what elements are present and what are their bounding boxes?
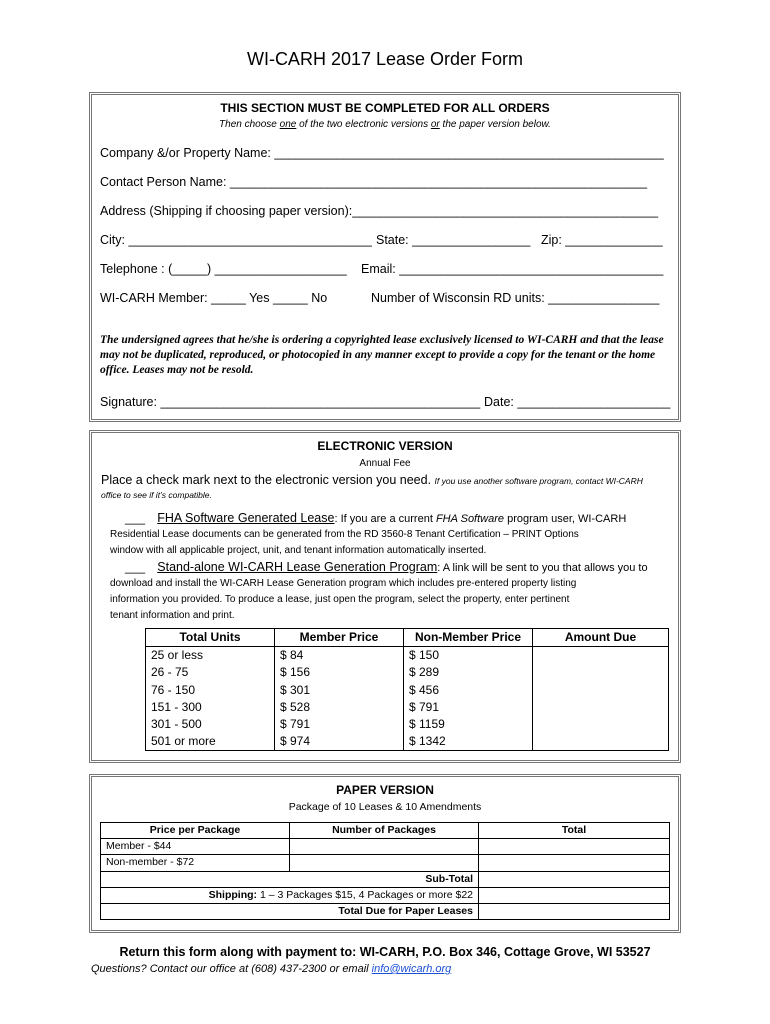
option-fha[interactable] xyxy=(125,511,626,525)
member-price-cell: $ 974 xyxy=(275,733,404,751)
fha-checkbox[interactable]: ___ xyxy=(125,511,146,525)
standalone-checkbox[interactable]: ___ xyxy=(125,560,146,574)
instruction-text: Place a check mark next to the electronic version you need. xyxy=(101,473,432,487)
standalone-line2: download and install the WI-CARH Lease Generation program which includes pre-entered property listing xyxy=(110,578,577,589)
signature-field[interactable]: Signature: ______________________________________________ xyxy=(100,395,481,409)
fha-title: FHA Software Generated Lease xyxy=(157,511,335,525)
non-member-price-cell: $ 1342 xyxy=(404,733,533,751)
fha-text-a: : If you are a current xyxy=(334,513,436,525)
shipping-input[interactable] xyxy=(479,887,670,903)
non-member-price-cell: $ 1159 xyxy=(404,716,533,733)
member-price-label: Member - $44 xyxy=(101,839,290,855)
header-total: Total xyxy=(479,823,670,839)
nonmember-packages-input[interactable] xyxy=(290,855,479,871)
units-cell: 151 - 300 xyxy=(146,699,275,716)
non-member-price-cell: $ 791 xyxy=(404,699,533,716)
units-cell: 501 or more xyxy=(146,733,275,751)
paper-header-row xyxy=(101,823,670,839)
paper-row-subtotal xyxy=(101,871,670,887)
shipping-label: Shipping: xyxy=(208,888,258,901)
rd-units-field[interactable]: Number of Wisconsin RD units: ________________ xyxy=(371,291,660,305)
subtotal-label: Sub-Total xyxy=(101,871,479,887)
address-field[interactable]: Address (Shipping if choosing paper version):____________________________________________ xyxy=(100,204,659,218)
contact-field[interactable]: Contact Person Name: ____________________________________________________________ xyxy=(100,175,648,189)
fha-text-italic: FHA Software xyxy=(435,513,505,525)
total-due-input[interactable] xyxy=(479,903,670,919)
shipping-label-cell xyxy=(101,887,479,903)
date-field[interactable]: Date: ______________________ xyxy=(484,395,671,409)
zip-field[interactable]: Zip: ______________ xyxy=(541,233,663,247)
note-text-a: If you use another software program, contact WI-CARH xyxy=(434,476,643,486)
fha-line2: Residential Lease documents can be generated from the RD 3560-8 Tenant Certification – PRINT Options xyxy=(110,529,579,540)
header-non-member-price: Non-Member Price xyxy=(404,629,533,647)
nonmember-price-label: Non-member - $72 xyxy=(101,855,290,871)
paper-order-table xyxy=(100,822,670,920)
amount-due-cell[interactable] xyxy=(533,647,669,751)
units-cell: 26 - 75 xyxy=(146,664,275,681)
option-standalone[interactable] xyxy=(125,560,648,574)
electronic-heading: ELECTRONIC VERSION xyxy=(317,439,453,453)
subtotal-input[interactable] xyxy=(479,871,670,887)
electronic-instruction xyxy=(101,473,643,487)
annual-fee-table xyxy=(145,628,669,751)
sub-text-one: one xyxy=(279,119,297,130)
fha-line3: window with all applicable project, unit, and tenant information automatically inserted. xyxy=(110,545,487,556)
paper-subheading: Package of 10 Leases & 10 Amendments xyxy=(288,801,482,813)
header-member-price: Member Price xyxy=(275,629,404,647)
member-price-cell: $ 791 xyxy=(275,716,404,733)
sub-text-a: Then choose xyxy=(219,119,280,130)
paper-row-nonmember xyxy=(101,855,670,871)
header-amount-due: Amount Due xyxy=(533,629,669,647)
standalone-line3: information you provided. To produce a lease, just open the program, select the property, enter pertinent xyxy=(110,594,570,605)
company-field[interactable]: Company &/or Property Name: ________________________________________________________ xyxy=(100,146,664,160)
questions-text: Questions? Contact our office at (608) 437-2300 or email xyxy=(91,963,372,975)
telephone-field[interactable]: Telephone : (_____) ___________________ xyxy=(100,262,347,276)
standalone-title: Stand-alone WI-CARH Lease Generation Program xyxy=(157,560,438,574)
form-title: WI-CARH 2017 Lease Order Form xyxy=(246,49,524,69)
header-total-units: Total Units xyxy=(146,629,275,647)
non-member-price-cell: $ 289 xyxy=(404,664,533,681)
city-field[interactable]: City: ___________________________________ xyxy=(100,233,372,247)
units-cell: 25 or less xyxy=(146,647,275,665)
paper-row-shipping xyxy=(101,887,670,903)
member-price-cell: $ 84 xyxy=(275,647,404,665)
member-price-cell: $ 528 xyxy=(275,699,404,716)
nonmember-total-input[interactable] xyxy=(479,855,670,871)
header-number-of-packages: Number of Packages xyxy=(290,823,479,839)
member-price-cell: $ 156 xyxy=(275,664,404,681)
orders-heading: THIS SECTION MUST BE COMPLETED FOR ALL ORDERS xyxy=(220,101,550,115)
state-field[interactable]: State: _________________ xyxy=(376,233,531,247)
units-cell: 76 - 150 xyxy=(146,682,275,699)
table-row xyxy=(146,647,669,665)
orders-section xyxy=(89,92,681,422)
member-total-input[interactable] xyxy=(479,839,670,855)
header-price-per-package: Price per Package xyxy=(101,823,290,839)
legal-notice: The undersigned agrees that he/she is ordering a copyrighted lease exclusively licensed to WI-CARH and that the lease may not be duplicated, reproduced, or photocopied in any manner except to provide a copy for the tenant or the home office. Leases may not be resold. xyxy=(100,334,664,376)
member-field[interactable]: WI-CARH Member: _____ Yes _____ No xyxy=(100,291,328,305)
fha-text-b: program user, WI-CARH xyxy=(504,513,627,525)
return-instructions: Return this form along with payment to: WI-CARH, P.O. Box 346, Cottage Grove, WI 53527 xyxy=(119,945,651,959)
sub-text-or: or xyxy=(430,119,440,130)
units-cell: 301 - 500 xyxy=(146,716,275,733)
paper-row-member xyxy=(101,839,670,855)
email-field[interactable]: Email: ______________________________________ xyxy=(361,262,664,276)
sub-text-b: of the two electronic versions xyxy=(296,119,431,130)
table-header-row xyxy=(146,629,669,647)
non-member-price-cell: $ 456 xyxy=(404,682,533,699)
questions-line xyxy=(91,963,451,975)
sub-text-c: the paper version below. xyxy=(439,119,551,130)
paper-row-total-due xyxy=(101,903,670,919)
non-member-price-cell: $ 150 xyxy=(404,647,533,665)
orders-subheading xyxy=(92,119,678,130)
note-text-b: office to see if it’s compatible. xyxy=(101,490,212,500)
paper-heading: PAPER VERSION xyxy=(336,783,434,797)
standalone-line4: tenant information and print. xyxy=(110,610,235,621)
standalone-text-a: : A link will be sent to you that allows you to xyxy=(437,562,648,574)
total-due-label: Total Due for Paper Leases xyxy=(101,903,479,919)
electronic-subheading: Annual Fee xyxy=(359,458,411,469)
shipping-text: 1 – 3 Packages $15, 4 Packages or more $22 xyxy=(257,888,473,901)
email-link[interactable]: info@wicarh.org xyxy=(371,963,452,975)
member-packages-input[interactable] xyxy=(290,839,479,855)
member-price-cell: $ 301 xyxy=(275,682,404,699)
